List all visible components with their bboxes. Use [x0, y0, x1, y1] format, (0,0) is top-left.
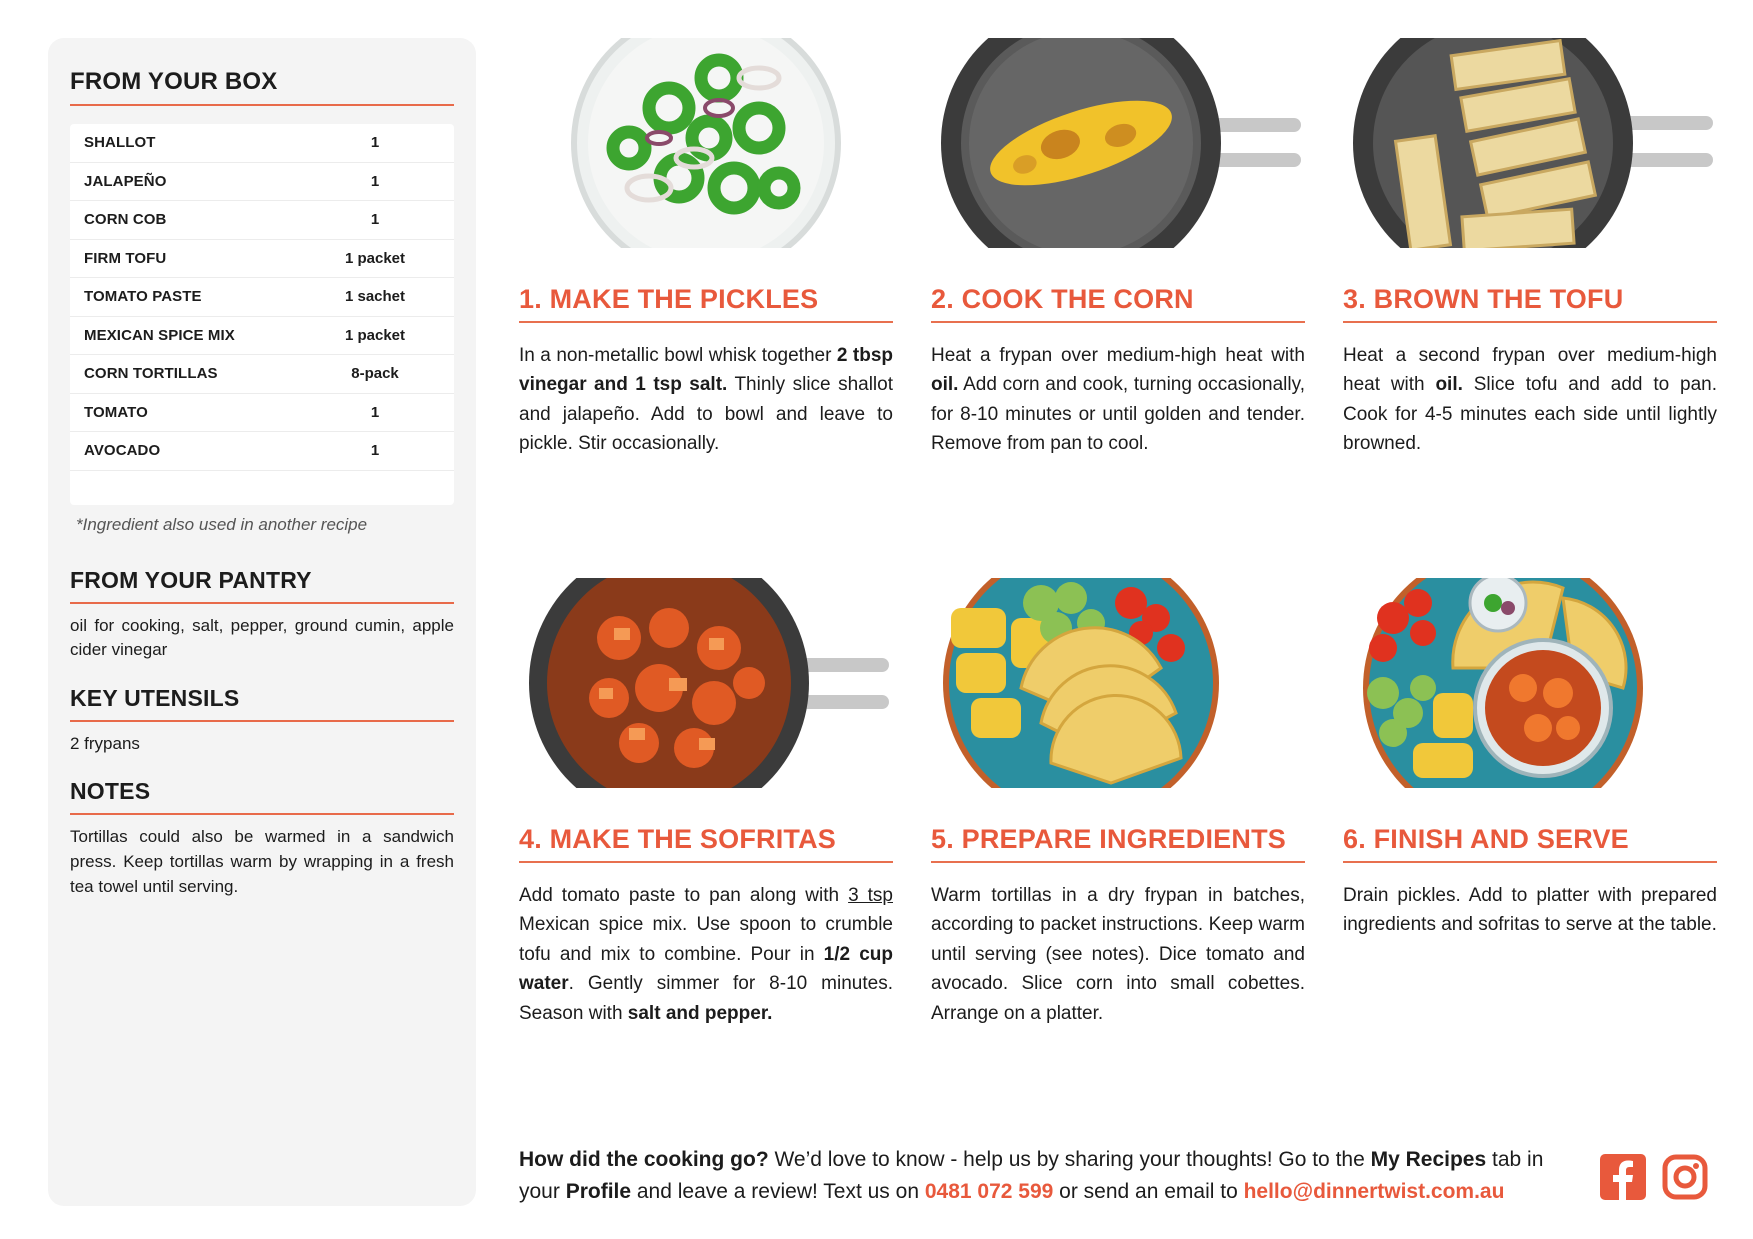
step-4-text: Add tomato paste to pan along with 3 tsp Mexican spice mix. Use spoon to crumble tofu and mix to combine. Pour in 1/2 cup water. Gently simmer for 8-10 minutes. Season with salt and pepper. — [519, 885, 893, 1024]
step-5-title: 5. PREPARE INGREDIENTS — [931, 824, 1305, 863]
step-4-title: 4. MAKE THE SOFRITAS — [519, 824, 893, 863]
sofritas-frypan-photo — [519, 578, 893, 788]
table-row: AVOCADO 1 — [70, 432, 454, 471]
step-2 — [931, 38, 1305, 459]
social-links — [1600, 1154, 1708, 1200]
step-3-text: Heat a second frypan over medium-high heat with oil. Slice tofu and add to pan. Cook for 4-5 minutes each side until lightly browned. — [1343, 345, 1717, 455]
box-title: FROM YOUR BOX — [70, 68, 454, 106]
step-1 — [519, 38, 893, 459]
utensils-section — [70, 685, 454, 757]
platter-prep-photo — [931, 578, 1305, 788]
step-1-text: In a non-metallic bowl whisk together 2 tbsp vinegar and 1 tsp salt. Thinly slice shallot and jalapeño. Add to bowl and leave to pickle. Stir occasionally. — [519, 345, 894, 455]
table-row: TOMATO PASTE 1 sachet — [70, 278, 454, 317]
utensils-text: 2 frypans — [70, 733, 140, 753]
step-1-title: 1. MAKE THE PICKLES — [519, 284, 893, 323]
notes-section — [70, 778, 454, 899]
email-link[interactable]: hello@dinnertwist.com.au — [1243, 1179, 1505, 1203]
step-6-title: 6. FINISH AND SERVE — [1343, 824, 1717, 863]
box-ingredients-table — [70, 124, 454, 505]
notes-title: NOTES — [70, 778, 454, 815]
pantry-title: FROM YOUR PANTRY — [70, 567, 454, 604]
table-row: CORN TORTILLAS 8-pack — [70, 355, 454, 394]
tofu-frypan-photo — [1343, 38, 1717, 248]
step-5-text: Warm tortillas in a dry frypan in batches, according to packet instructions. Keep warm until serving (see notes). Dice tomato and avocado. Slice corn into small cobettes. Arrange on a platter. — [931, 885, 1305, 1024]
step-5 — [931, 578, 1305, 1028]
pickles-bowl-photo — [519, 38, 893, 248]
instagram-icon[interactable] — [1662, 1154, 1708, 1200]
facebook-icon[interactable] — [1600, 1154, 1646, 1200]
pantry-text: oil for cooking, salt, pepper, ground cumin, apple cider vinegar — [70, 615, 454, 660]
finished-platter-photo — [1343, 578, 1717, 788]
table-row: FIRM TOFU 1 packet — [70, 240, 454, 279]
table-row: JALAPEÑO 1 — [70, 163, 454, 202]
table-row: MEXICAN SPICE MIX 1 packet — [70, 317, 454, 356]
phone-link[interactable]: 0481 072 599 — [924, 1179, 1054, 1203]
feedback-footer: How did the cooking go? We’d love to know - help us by sharing your thoughts! Go to the My Recipes tab in your Profile and leave a review! Text us on 0481 072 599 or send an email to hello@dinnertwist.com.au — [519, 1148, 1544, 1203]
ingredients-sidebar — [48, 38, 476, 1206]
utensils-title: KEY UTENSILS — [70, 685, 454, 722]
pantry-section — [70, 567, 454, 663]
step-6 — [1343, 578, 1717, 940]
step-3-title: 3. BROWN THE TOFU — [1343, 284, 1717, 323]
table-row: CORN COB 1 — [70, 201, 454, 240]
box-note: *Ingredient also used in another recipe — [76, 514, 368, 534]
step-6-text: Drain pickles. Add to platter with prepared ingredients and sofritas to serve at the table. — [1343, 885, 1717, 936]
corn-frypan-photo — [931, 38, 1305, 248]
step-4 — [519, 578, 893, 1028]
step-2-text: Heat a frypan over medium-high heat with oil. Add corn and cook, turning occasionally, for 8-10 minutes or until golden and tender. Remove from pan to cool. — [931, 345, 1305, 455]
step-2-title: 2. COOK THE CORN — [931, 284, 1305, 323]
table-row: TOMATO 1 — [70, 394, 454, 433]
step-3 — [1343, 38, 1717, 459]
notes-text: Tortillas could also be warmed in a sandwich press. Keep tortillas warm by wrapping in a fresh tea towel until serving. — [70, 827, 454, 896]
table-row: SHALLOT 1 — [70, 124, 454, 163]
